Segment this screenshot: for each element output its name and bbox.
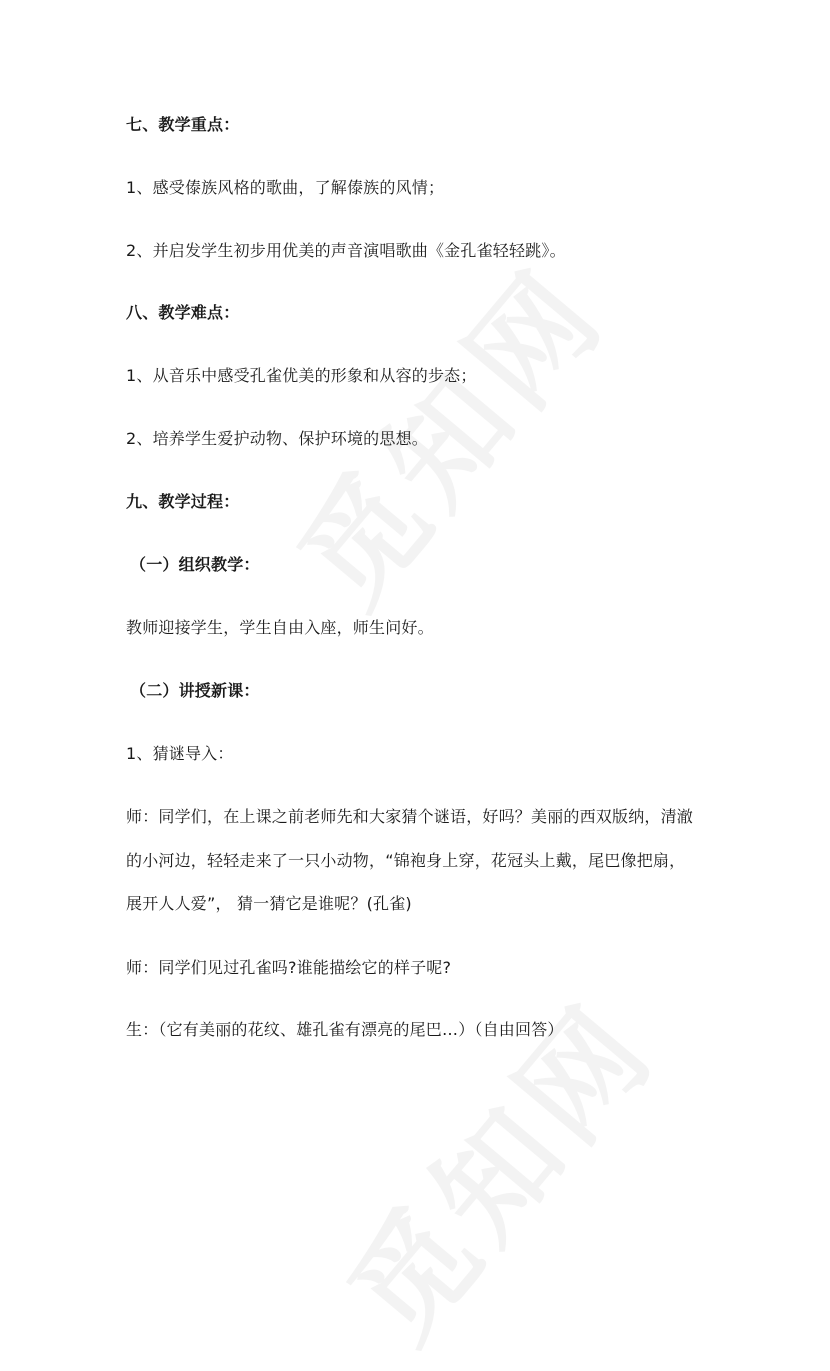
paragraph: 1、从音乐中感受孔雀优美的形象和从容的步态； xyxy=(126,366,477,385)
paragraph: 1、猜谜导入： xyxy=(126,744,234,763)
subsection-heading: （一）组织教学： xyxy=(130,555,260,574)
subsection-heading: （二）讲授新课： xyxy=(130,681,260,700)
paragraph: 师：同学们见过孔雀吗?谁能描绘它的样子呢? xyxy=(126,958,452,977)
paragraph-line: 的小河边，轻轻走来了一只小动物，“锦袍身上穿，花冠头上戴，尾巴像把扇， xyxy=(126,851,686,870)
paragraph: 1、感受傣族风格的歌曲，了解傣族的风情； xyxy=(126,178,445,197)
section-heading-process: 九、教学过程： xyxy=(126,492,240,511)
section-heading-difficulties: 八、教学难点： xyxy=(126,303,240,322)
paragraph-line: 师：同学们，在上课之前老师先和大家猜个谜语，好吗？美丽的西双版纳，清澈 xyxy=(126,807,694,826)
paragraph-line: 展开人人爱”， 猜一猜它是谁呢？(孔雀) xyxy=(126,894,412,913)
paragraph: 教师迎接学生，学生自由入座，师生问好。 xyxy=(126,618,434,637)
paragraph: 2、并启发学生初步用优美的声音演唱歌曲《金孔雀轻轻跳》。 xyxy=(126,241,566,260)
paragraph: 2、培养学生爱护动物、保护环境的思想。 xyxy=(126,429,428,448)
section-heading-key-points: 七、教学重点： xyxy=(126,115,240,134)
paragraph: 生：（它有美丽的花纹、雄孔雀有漂亮的尾巴…）（自由回答） xyxy=(126,1020,564,1039)
